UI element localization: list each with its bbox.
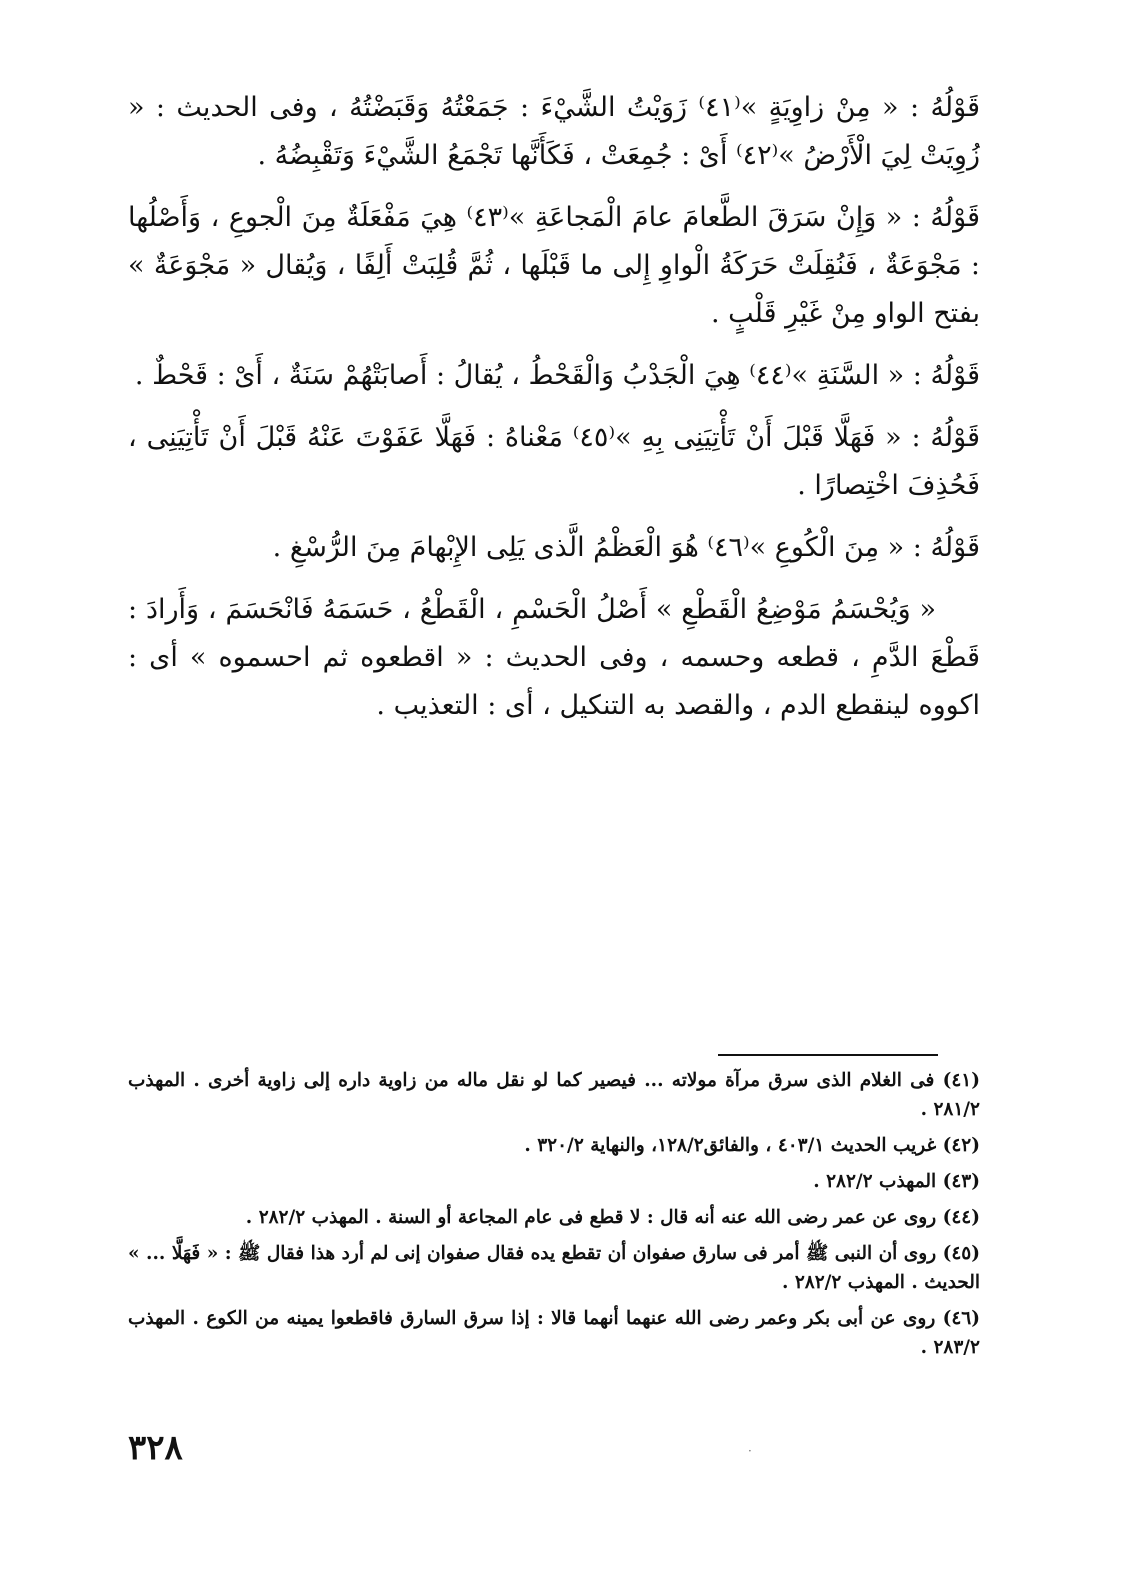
entry-kua: قَوْلُهُ : « مِنَ الْكُوعِ »⁽٤٦⁾ هُوَ الْعَظْمُ الَّذى يَلِى الإِبْهامَ مِنَ الرُّسْغِ . — [272, 532, 980, 563]
footnote-45: (٤٥) روى أن النبى ﷺ أمر فى سارق صفوان أن تقطع يده فقال صفوان إنى لم أرد هذا فقال ﷺ : « فَهَلَّا ... » الحديث . المهذب ٢٨٢/٢ . — [128, 1243, 980, 1293]
entry-zawiya: قَوْلُهُ : « مِنْ زاوِيَةٍ »⁽٤١⁾ زَوَيْتُ الشَّيْءَ : جَمَعْتُهُ وَقَبَضْتُهُ ، وفى الحديث : « زُوِيَتْ لِيَ الْأَرْضُ »⁽٤٢⁾ أَىْ : جُمِعَتْ ، فَكَأَنَّها تَجْمَعُ الشَّيْءَ وَتَقْبِضُهُ . — [128, 92, 981, 171]
footnotes — [128, 1066, 980, 1369]
entry-majaa: قَوْلُهُ : « وَإِنْ سَرَقَ الطَّعامَ عامَ الْمَجاعَةِ »⁽٤٣⁾ هِيَ مَفْعَلَةٌ مِنَ الْجوعِ ، وَأَصْلُها : مَجْوَعَةٌ ، فَنُقِلَتْ حَرَكَةُ الْواوِ إِلى ما قَبْلَها ، ثُمَّ قُلِبَتْ أَلِفًا ، وَيُقال « مَجْوَعَةٌ » بفتح الواو مِنْ غَيْرِ قَلْبٍ . — [128, 202, 980, 329]
entry-hasm: « وَيُحْسَمُ مَوْضِعُ الْقَطْعِ » أَصْلُ الْحَسْمِ ، الْقَطْعُ ، حَسَمَهُ فَانْحَسَمَ ، وَأَرادَ : قَطْعَ الدَّمِ ، قطعه وحسمه ، وفى الحديث : « اقطعوه ثم احسموه » أى : اكووه لينقطع الدم ، والقصد به التنكيل ، أى : التعذيب . — [128, 594, 980, 721]
scan-speck: · — [748, 1444, 752, 1458]
main-text — [128, 84, 980, 744]
entry-fahalla: قَوْلُهُ : « فَهَلَّا قَبْلَ أَنْ تَأْتِيَنِى بِهِ »⁽٤٥⁾ مَعْناهُ : فَهَلَّا عَفَوْتَ عَنْهُ قَبْلَ أَنْ تَأْتِيَنِى ، فَحُذِفَ اخْتِصارًا . — [128, 422, 980, 501]
footnote-46: (٤٦) روى عن أبى بكر وعمر رضى الله عنهما أنهما قالا : إذا سرق السارق فاقطعوا يمينه من الكوع . المهذب ٢٨٣/٢ . — [128, 1308, 980, 1358]
footnote-separator — [718, 1054, 938, 1056]
footnote-44: (٤٤) روى عن عمر رضى الله عنه أنه قال : لا قطع فى عام المجاعة أو السنة . المهذب ٢٨٢/٢ . — [245, 1207, 980, 1228]
footnote-42: (٤٢) غريب الحديث ٤٠٣/١ ، والفائق١٢٨/٢، والنهاية ٣٢٠/٢ . — [524, 1135, 980, 1156]
footnote-41: (٤١) فى الغلام الذى سرق مرآة مولاته ... فيصير كما لو نقل ماله من زاوية داره إلى زاوية أخرى . المهذب ٢٨١/٢ . — [128, 1070, 980, 1120]
page-number: ٣٢٨ — [128, 1428, 183, 1468]
footnote-43: (٤٣) المهذب ٢٨٢/٢ . — [813, 1171, 980, 1192]
entry-sana: قَوْلُهُ : « السَّنَةِ »⁽٤٤⁾ هِيَ الْجَدْبُ وَالْقَحْطُ ، يُقالُ : أَصابَتْهُمْ سَنَةٌ ، أَىْ : قَحْطٌ . — [134, 360, 980, 391]
